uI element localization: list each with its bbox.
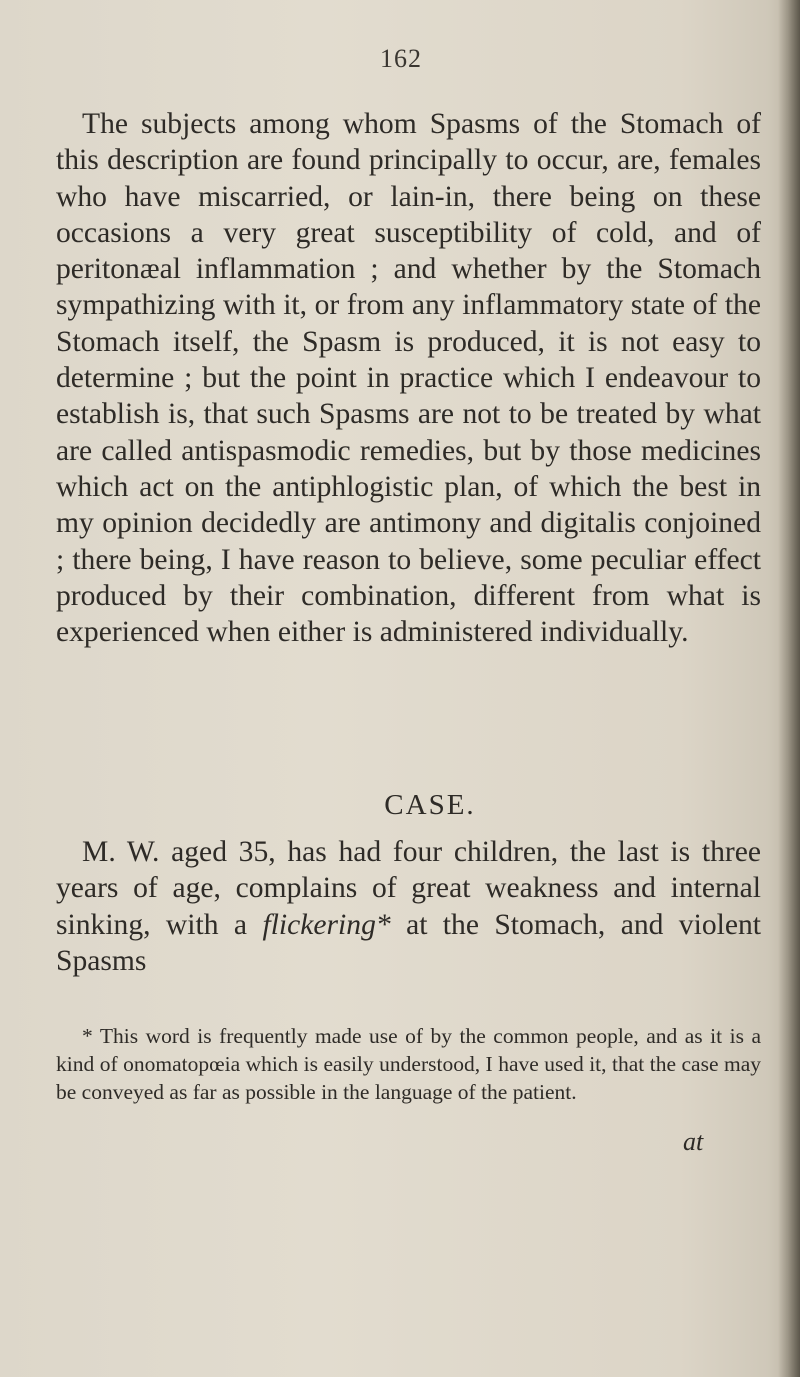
page-edge-shadow — [778, 0, 800, 1377]
main-paragraph: The subjects among whom Spasms of the Stomach of this description are found principally to occur, are, females who have miscarried, or lain-in, there being on these occasions a very great susceptibility of cold, and of peritonæal inflammation ; and whether by the Stomach sympathizing with it, or from any inflammatory state of the Stomach itself, the Spasm is produced, it is not easy to determine ; but the point in practice which I endeavour to establish is, that such Spasms are not to be treated by what are called antispasmodic remedies, but by those medicines which act on the antiphlogistic plan, of which the best in my opinion decidedly are antimony and digitalis conjoined ; there being, I have reason to believe, some peculiar effect produced by their combination, different from what is experienced when either is administered individually. — [56, 108, 761, 649]
page-number: 162 — [380, 44, 422, 73]
footnote-block — [56, 1023, 761, 1106]
case-paragraph — [56, 834, 761, 979]
case-text-end: at the Stomach, and violent Spasms — [56, 908, 761, 977]
section-heading: CASE. — [384, 789, 476, 821]
case-text-start: M. W. aged 35, has had four children, the last is three years of age, complains of great weakness and internal sinking, with a — [56, 836, 761, 941]
case-paragraph-block — [56, 834, 761, 979]
main-paragraph-block — [56, 106, 761, 650]
catchword: at — [683, 1127, 704, 1156]
case-italic-word: flickering* — [262, 908, 391, 941]
footnote-text: * This word is frequently made use of by the common people, and as it is a kind of onomatopœia which is easily understood, I have used it, that the case may be conveyed as far as possible in the language of the patient. — [56, 1024, 761, 1104]
